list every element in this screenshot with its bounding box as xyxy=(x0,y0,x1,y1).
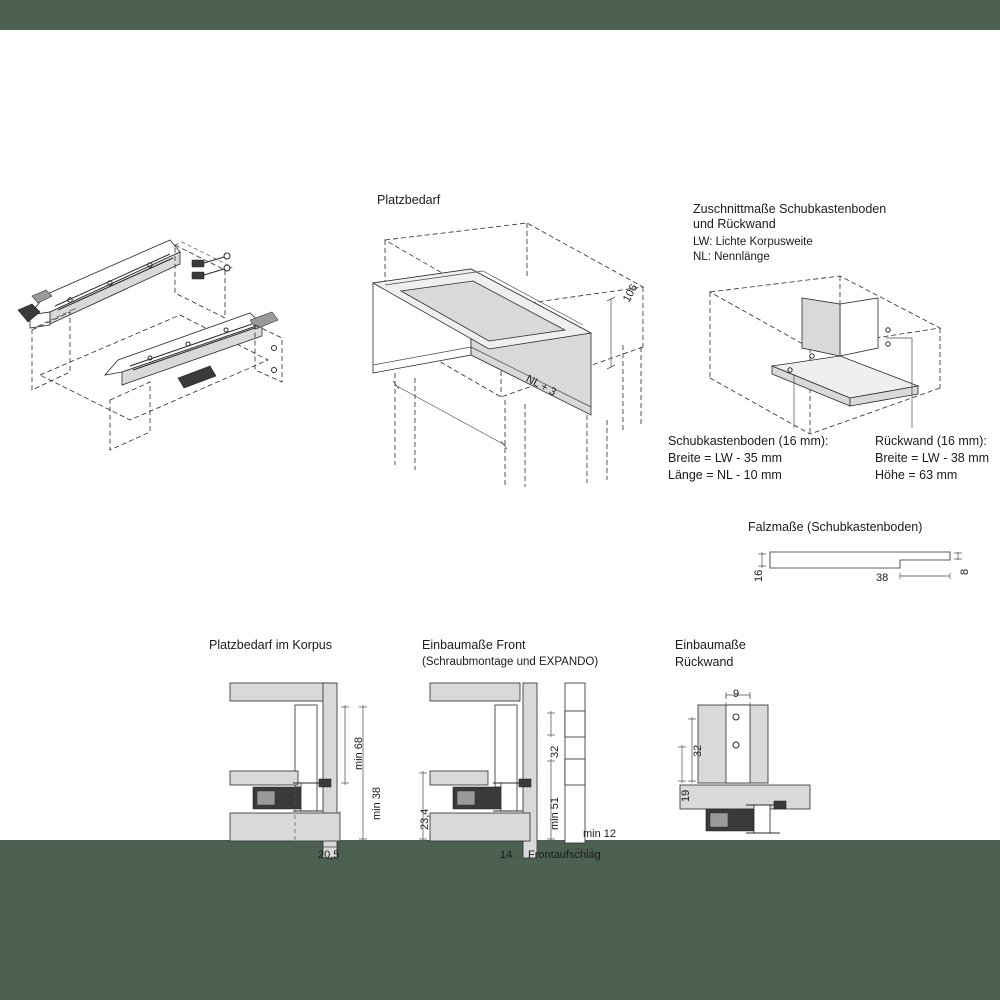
carcase-dim-min38: min 38 xyxy=(371,786,383,820)
cut-sizes-title-1: Zuschnittmaße Schubkastenboden xyxy=(693,202,887,216)
front-dim-32: 32 xyxy=(549,745,561,758)
space-requirement-drawing xyxy=(355,215,655,495)
back-panel-height: Höhe = 63 mm xyxy=(875,468,958,482)
back-panel-width: Breite = LW - 38 mm xyxy=(875,451,990,465)
front-dim-234: 23,4 xyxy=(419,808,431,830)
carcase-space-title: Platzbedarf im Korpus xyxy=(209,638,332,652)
back-install-title-1: Einbaumaße xyxy=(675,638,746,652)
back-install-title-2: Rückwand xyxy=(675,655,734,669)
front-dim-min51: min 51 xyxy=(549,796,561,830)
carcase-dim-205: 20,5 xyxy=(318,849,340,861)
dim-height-106: 106 xyxy=(620,282,641,305)
legend-lw: LW: Lichte Korpusweite xyxy=(693,236,813,248)
legend-nl: NL: Nennlänge xyxy=(693,251,770,263)
bottom-panel-length: Länge = NL - 10 mm xyxy=(668,468,782,482)
space-requirement-title: Platzbedarf xyxy=(377,193,441,207)
technical-drawing-sheet xyxy=(0,30,1000,861)
cut-sizes-drawing xyxy=(690,270,970,460)
carcase-dim-min68: min 68 xyxy=(353,736,365,770)
rebate-dim-38: 38 xyxy=(876,572,889,584)
back-dim-32: 32 xyxy=(692,744,704,757)
exploded-assembly-drawing xyxy=(10,200,350,450)
front-dim-min12: min 12 xyxy=(583,828,617,840)
front-dim-14: 14 xyxy=(500,849,513,861)
bottom-panel-width: Breite = LW - 35 mm xyxy=(668,451,783,465)
back-dim-9: 9 xyxy=(733,688,740,700)
rebate-drawing xyxy=(750,542,980,612)
front-install-subtitle: (Schraubmontage und EXPANDO) xyxy=(422,656,599,668)
rebate-dim-16: 16 xyxy=(753,569,765,582)
front-install-drawing xyxy=(415,675,665,875)
front-install-title: Einbaumaße Front xyxy=(422,638,526,652)
back-dim-19: 19 xyxy=(680,789,692,802)
rebate-title: Falzmaße (Schubkastenboden) xyxy=(748,520,923,534)
rebate-dim-8: 8 xyxy=(959,568,971,575)
cut-sizes-title-2: und Rückwand xyxy=(693,217,776,231)
dim-nl-plus-3: NL + 3 xyxy=(523,372,559,399)
back-panel-heading: Rückwand (16 mm): xyxy=(875,434,987,448)
front-overlay-label: Frontaufschlag xyxy=(528,849,601,861)
bottom-panel-heading: Schubkastenboden (16 mm): xyxy=(668,434,829,448)
back-install-drawing xyxy=(670,675,920,875)
